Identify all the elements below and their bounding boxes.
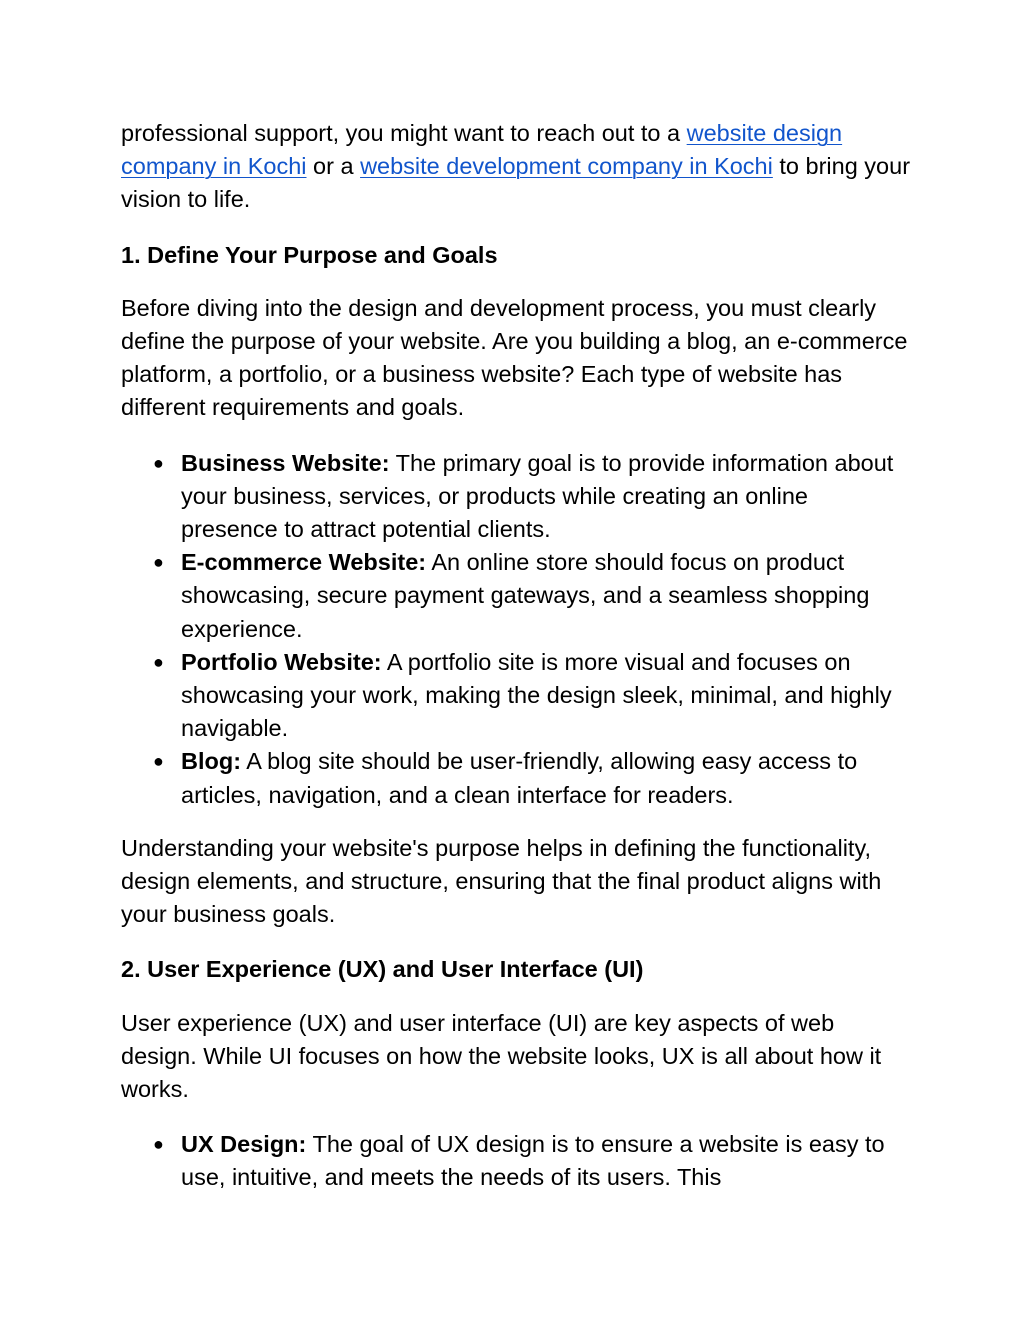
ux-ui-list [121,1128,911,1194]
bullet-icon: ● [153,1134,164,1155]
bullet-icon: ● [153,651,164,672]
document-page [121,117,911,1215]
intro-text-start: professional support, you might want to reach out to a [121,120,687,146]
intro-text-middle: or a [306,153,361,180]
list-item-text: A portfolio site is more visual and focuses on showcasing your work, making the design sleek, minimal, and highly navigable. [181,648,892,742]
list-item-term: E-commerce Website: [181,549,427,576]
list-item-text: A blog site should be user-friendly, allowing easy access to articles, navigation, and a clean interface for readers. [181,748,858,808]
intro-paragraph [121,117,911,217]
section2-heading: 2. User Experience (UX) and User Interface (UI) [121,956,644,983]
website-types-list [121,447,911,812]
section2-intro-paragraph: User experience (UX) and user interface (UI) are key aspects of web design. While UI focuses on how the website looks, UX is all about how it works. [121,1009,882,1103]
list-item-text: An online store should focus on product showcasing, secure payment gateways, and a seamless shopping experience. [181,549,870,642]
bullet-icon: ● [153,452,164,473]
list-item-blog [153,745,911,811]
section1-summary-paragraph: Understanding your website's purpose helps in defining the functionality, design elements, and structure, ensuring that the final product aligns with your business goals. [121,834,882,928]
list-item-text: The primary goal is to provide information about your business, services, or products while creating an online presence to attract potential clients. [181,449,894,543]
website-development-company-link[interactable]: website development company in Kochi [360,153,773,180]
intro-text-end: to bring your vision to life. [121,153,911,213]
list-item-ux-design [153,1128,911,1194]
list-item-term: Portfolio Website: [181,648,382,675]
list-item-ecommerce-website [153,546,911,646]
list-item-term: UX Design: [181,1131,307,1158]
list-item-term: Blog: [181,748,242,775]
list-item-term: Business Website: [181,449,390,476]
list-item-text: The goal of UX design is to ensure a website is easy to use, intuitive, and meets the needs of its users. This [181,1131,885,1191]
list-item-portfolio-website [153,646,911,746]
section1-heading: 1. Define Your Purpose and Goals [121,241,498,268]
website-design-company-link[interactable]: website design company in Kochi [121,120,843,180]
bullet-icon: ● [153,552,164,573]
bullet-icon: ● [153,751,164,772]
section1-intro-paragraph: Before diving into the design and development process, you must clearly define the purpose of your website. Are you building a blog, an e-commerce platform, a portfolio, or a business website? Each type of website has different requirements and goals. [121,294,908,421]
list-item-business-website [153,447,911,547]
